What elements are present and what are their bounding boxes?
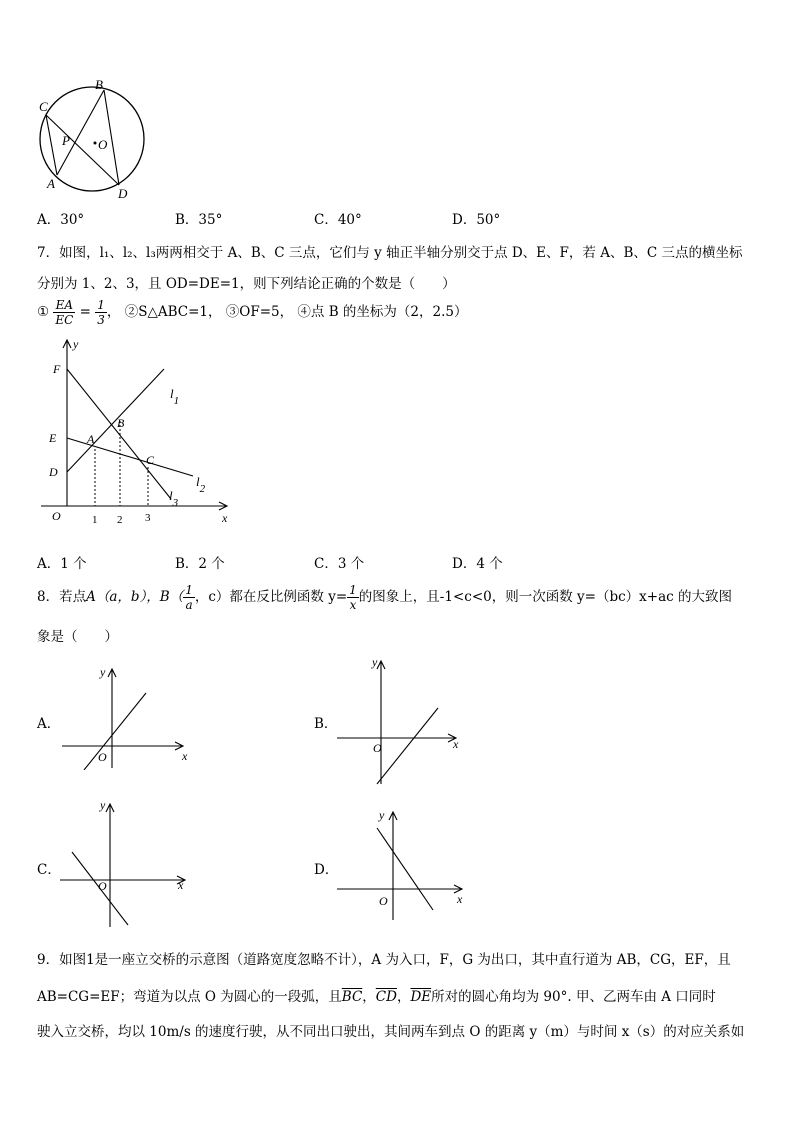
label-b: B xyxy=(117,416,125,430)
svg-text:x: x xyxy=(457,892,463,906)
q7-statements: ① $\frac{EA}{EC}$ = $\frac{1}{3}$ ， ②S△ABC=1， ③OF=5， ④点 B 的坐标为（2，2.5） xyxy=(37,298,468,327)
q7-line-1: 7．如图，l₁、l₂、l₃两两相交于 A、B、C 三点，它们与 y 轴正半轴分别交于点 D、E、F，若 A、B、C 三点的横坐标 xyxy=(37,245,743,261)
statement-1-marker: ① xyxy=(37,304,50,320)
svg-text:x: x xyxy=(453,737,459,751)
q9-line-3: 驶入立交桥，均以 10m/s 的速度行驶，从不同出口驶出，其间两车到点 O 的距离 y（m）与时间 x（s）的对应关系如 xyxy=(37,1024,745,1040)
q7-option-d[interactable]: D．4 个 xyxy=(452,556,503,572)
graph-line xyxy=(377,708,438,784)
label-b: B xyxy=(95,77,103,92)
statement-4-marker: ④ xyxy=(297,304,311,320)
statement-4-text: 点 B 的坐标为（2，2.5） xyxy=(310,304,468,320)
q6-option-b[interactable]: B．35° xyxy=(175,212,223,228)
tick-1: 1 xyxy=(92,514,98,526)
svg-text:y: y xyxy=(100,665,106,679)
line-l2 xyxy=(67,438,193,476)
graph-line xyxy=(84,693,146,770)
q8-option-c-letter[interactable]: C． xyxy=(37,862,61,878)
q9-line-2: AB=CG=EF；弯道为以点 O 为圆心的一段弧，且$\overline{BC}$，$\overline{CD}$，$\overline{DE}$所对的圆心角均为 90°. 甲、乙两车由 A 口同时 xyxy=(37,989,716,1005)
label-c: C xyxy=(146,453,155,467)
tick-3: 3 xyxy=(145,512,151,524)
q8-line-2: 象是（ ） xyxy=(37,629,118,645)
circle xyxy=(40,87,144,191)
label-x: x xyxy=(222,511,228,525)
label-f: F xyxy=(53,362,61,376)
label-l3: $l_3$ xyxy=(169,488,179,509)
statement-3-text: OF=5， xyxy=(239,304,294,320)
svg-text:O: O xyxy=(373,741,382,755)
q8-option-b-graph[interactable] xyxy=(335,652,470,787)
label-o: O xyxy=(98,137,108,152)
fraction-1-over-a: $\frac{1}{a}$ xyxy=(185,583,193,612)
q8-line-1: 8．若点A（a，b），B（ $\frac{1}{a}$ ，c）都在反比例函数 y= $\frac{1}{x}$ 的图象上，且-1<c<0，则一次函数 y=（bc）x+ac 的大致图 xyxy=(37,583,732,612)
label-d: D xyxy=(49,465,58,479)
q8-option-c-graph[interactable] xyxy=(58,795,193,930)
q6-option-d[interactable]: D．50° xyxy=(452,212,501,228)
q8-option-d-letter[interactable]: D． xyxy=(314,862,339,878)
q6-circle-figure xyxy=(36,75,156,205)
label-p: P xyxy=(62,133,70,148)
svg-text:O: O xyxy=(98,750,107,764)
arc-cd: $\overline{CD}$ xyxy=(375,989,397,1005)
svg-text:O: O xyxy=(98,879,107,893)
q7-option-a[interactable]: A．1 个 xyxy=(37,556,87,572)
q8-option-a-letter[interactable]: A． xyxy=(37,716,61,732)
q7-line-2: 分别为 1、2、3，且 OD=DE=1，则下列结论正确的个数是（ ） xyxy=(37,276,456,292)
svg-text:y: y xyxy=(379,808,385,822)
fraction-one-third: $\frac{1}{3}$ xyxy=(97,298,105,327)
svg-text:x: x xyxy=(182,749,188,763)
q9-line-1: 9．如图1是一座立交桥的示意图（道路宽度忽略不计），A 为入口，F，G 为出口，其中直行道为 AB，CG，EF，且 xyxy=(37,952,731,968)
statement-2-text: S△ABC=1， xyxy=(138,304,222,320)
svg-text:x: x xyxy=(178,878,184,892)
q8-option-b-letter[interactable]: B． xyxy=(314,716,338,732)
center-point xyxy=(94,142,97,145)
label-c: C xyxy=(39,99,48,114)
fraction-ea-ec: $\frac{EA}{EC}$ xyxy=(55,298,74,327)
q7-option-b[interactable]: B．2 个 xyxy=(175,556,225,572)
arc-bc: $\overline{BC}$ xyxy=(341,989,363,1005)
line-l3 xyxy=(67,369,171,499)
statement-3-marker: ③ xyxy=(225,304,240,320)
arc-de: $\overline{DE}$ xyxy=(410,989,432,1005)
label-a: A xyxy=(47,176,55,191)
label-d: D xyxy=(118,186,128,201)
svg-text:O: O xyxy=(379,894,388,908)
statement-2-marker: ② xyxy=(124,304,139,320)
svg-text:y: y xyxy=(372,655,378,669)
q6-option-a[interactable]: A．30° xyxy=(37,212,85,228)
q7-option-c[interactable]: C．3 个 xyxy=(314,556,365,572)
label-o: O xyxy=(52,509,61,523)
label-l2: $l_2$ xyxy=(196,474,206,495)
label-e: E xyxy=(49,431,57,445)
q8-option-d-graph[interactable] xyxy=(335,805,470,925)
q8-option-a-graph[interactable] xyxy=(58,660,193,770)
tick-2: 2 xyxy=(117,514,123,526)
svg-text:y: y xyxy=(100,798,106,812)
q7-lines-figure xyxy=(36,336,236,536)
label-a: A xyxy=(87,432,95,446)
label-l1: $l_1$ xyxy=(170,386,180,407)
fraction-1-over-x: $\frac{1}{x}$ xyxy=(349,583,357,612)
q6-option-c[interactable]: C．40° xyxy=(314,212,362,228)
label-y: y xyxy=(73,337,79,351)
